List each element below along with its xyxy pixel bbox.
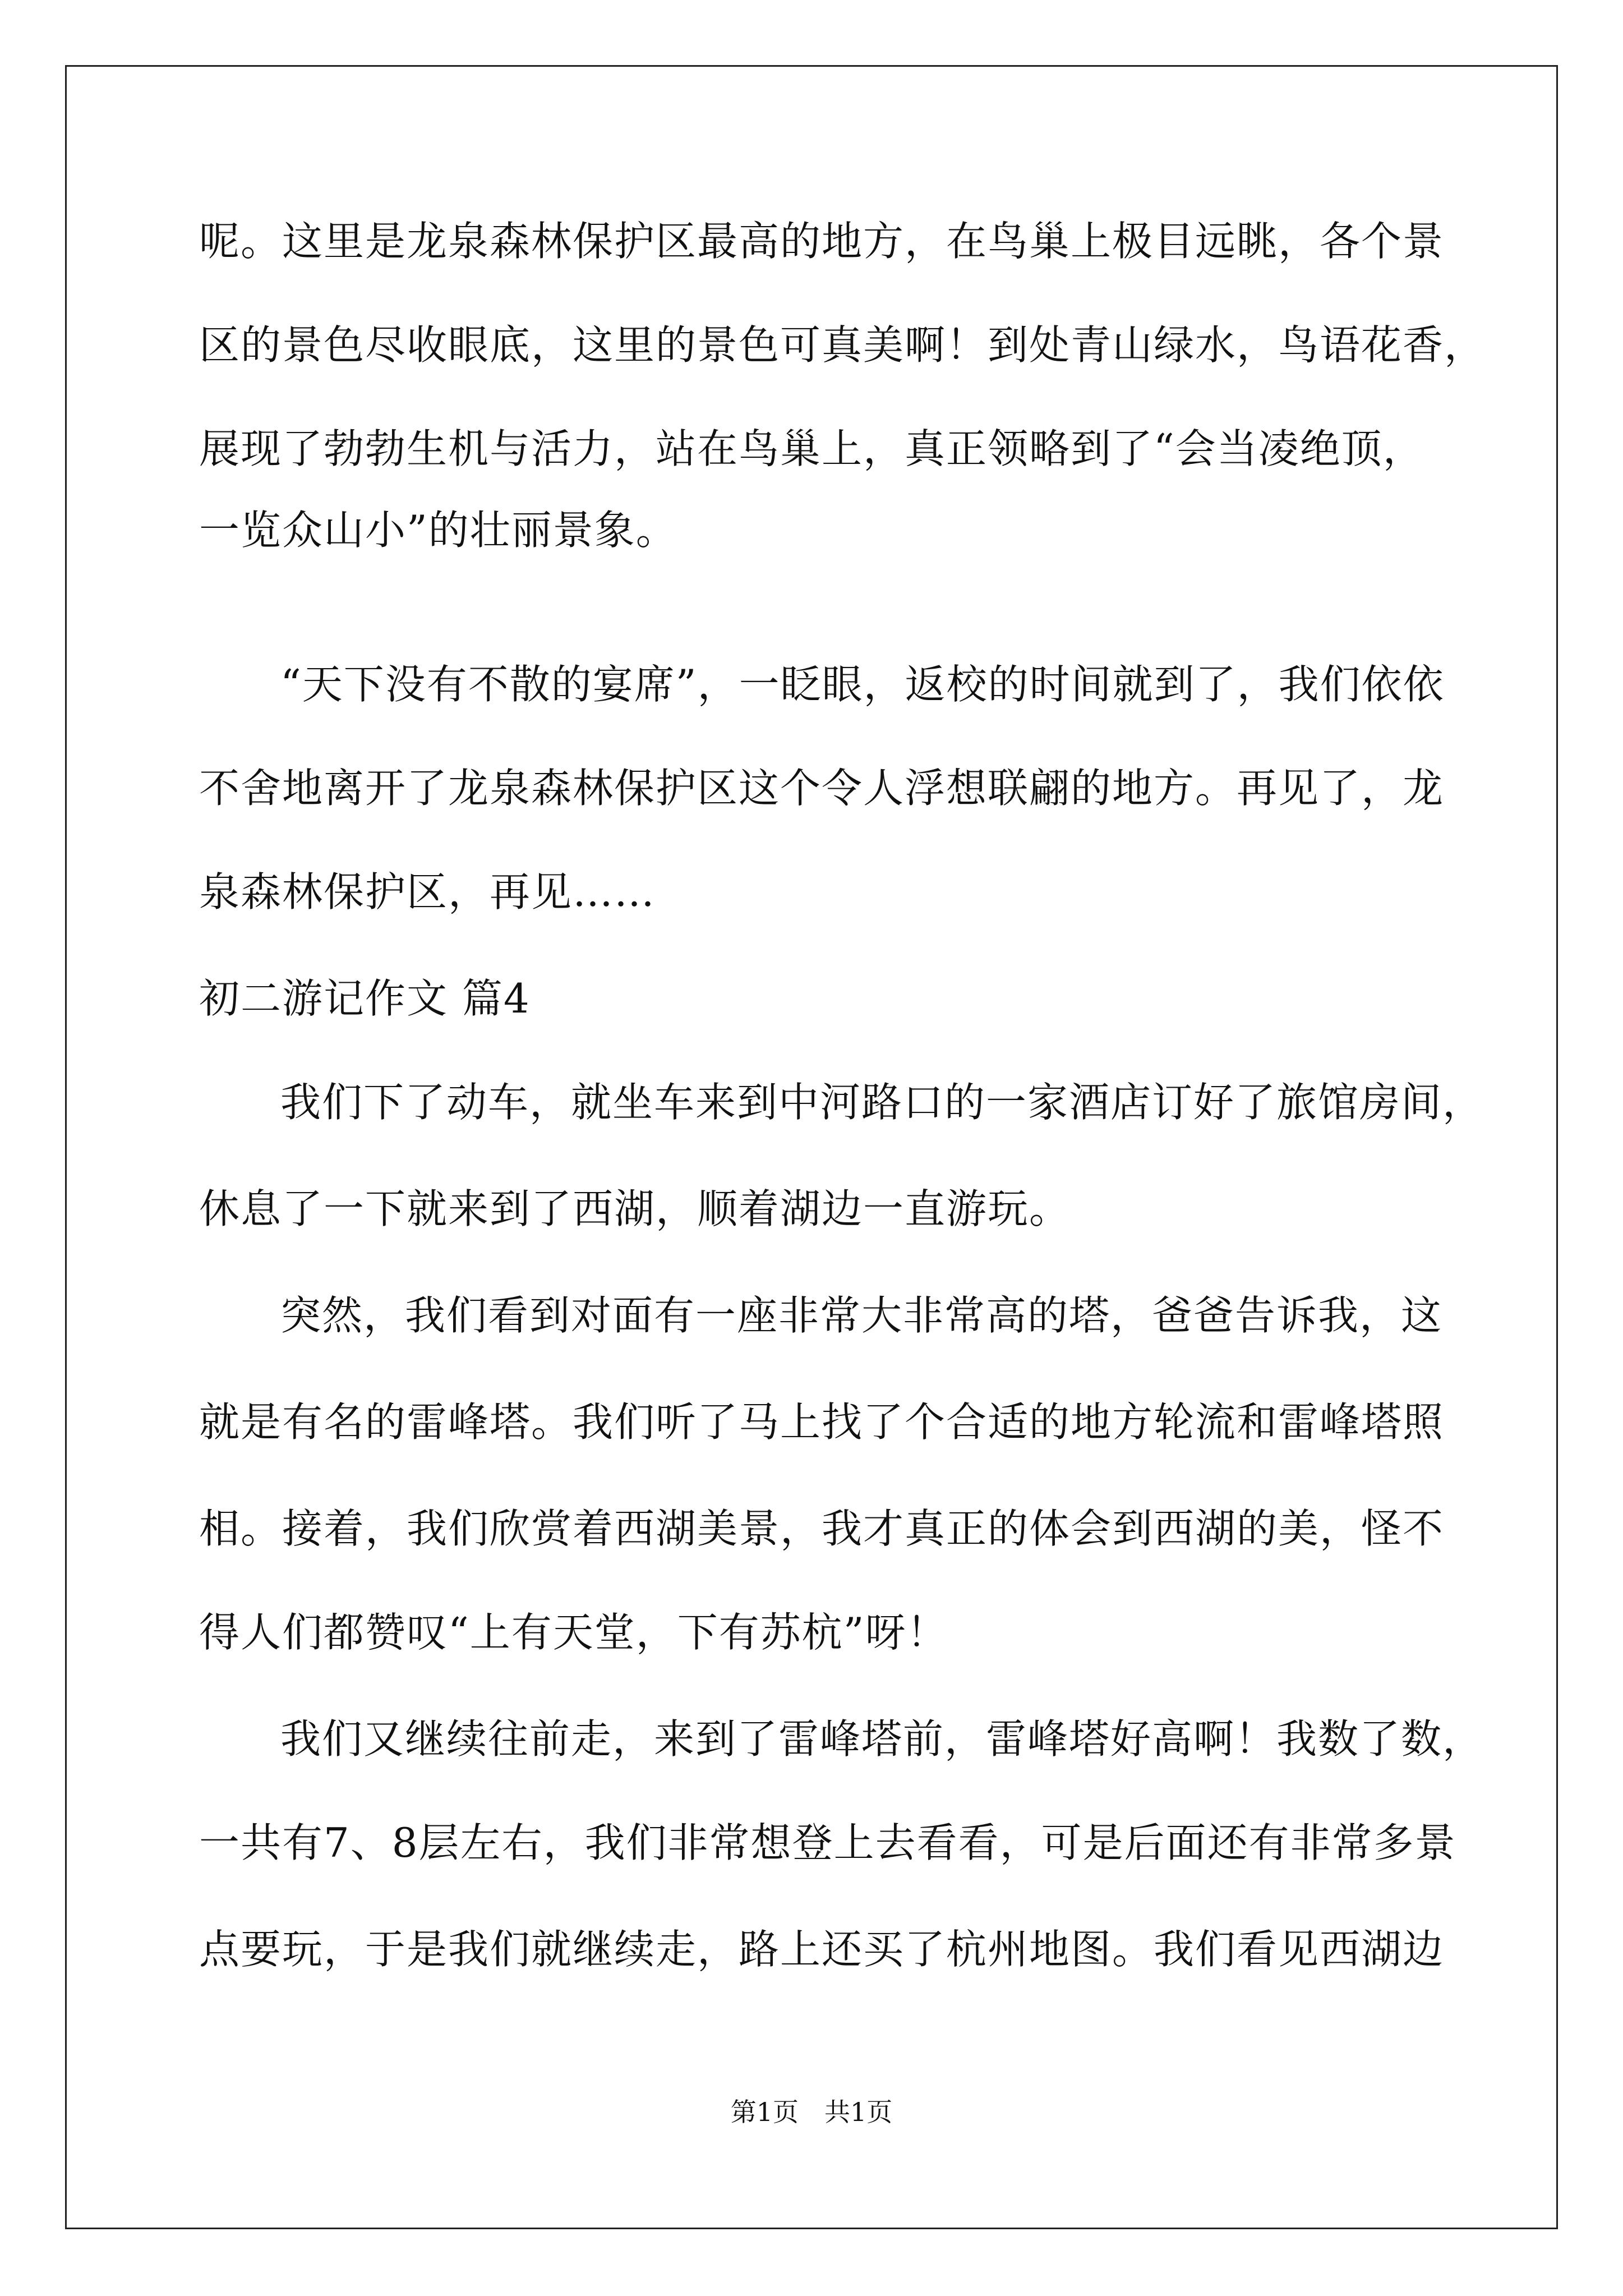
paragraph-start-line: 我们又继续往前走，来到了雷峰塔前，雷峰塔好高啊！我数了数， — [280, 1715, 1484, 1763]
body-line: 一共有7、8层左右，我们非常想登上去看看，可是后面还有非常多景 — [199, 1819, 1456, 1866]
body-line: 一览众山小”的壮丽景象。 — [199, 507, 677, 554]
body-line: 区的景色尽收眼底，这里的景色可真美啊！到处青山绿水，鸟语花香， — [199, 321, 1486, 369]
body-line: 不舍地离开了龙泉森林保护区这个令人浮想联翩的地方。再见了，龙 — [199, 765, 1445, 812]
page-footer: 第1页 共1页 — [730, 2097, 893, 2127]
body-line: 得人们都赞叹“上有天堂，下有苏杭”呀！ — [199, 1609, 948, 1656]
paragraph-start-line: 突然，我们看到对面有一座非常大非常高的塔，爸爸告诉我，这 — [280, 1292, 1443, 1339]
body-line: 就是有名的雷峰塔。我们听了马上找了个合适的地方轮流和雷峰塔照 — [199, 1398, 1445, 1446]
body-line: 休息了一下就来到了西湖，顺着湖边一直游玩。 — [199, 1185, 1071, 1232]
section-heading: 初二游记作文 篇4 — [199, 975, 531, 1022]
paragraph-start-line: 我们下了动车，就坐车来到中河路口的一家酒店订好了旅馆房间， — [280, 1079, 1484, 1126]
body-line: 点要玩，于是我们就继续走，路上还买了杭州地图。我们看见西湖边 — [199, 1926, 1445, 1973]
body-line: 泉森林保护区，再见…… — [199, 868, 656, 915]
body-line: 展现了勃勃生机与活力，站在鸟巢上，真正领略到了“会当凌绝顶， — [199, 425, 1424, 472]
page-border — [65, 65, 1558, 2229]
body-line: 呢。这里是龙泉森林保护区最高的地方，在鸟巢上极目远眺，各个景 — [199, 218, 1445, 265]
paragraph-start-line: “天下没有不散的宴席”，一眨眼，返校的时间就到了，我们依依 — [280, 661, 1445, 708]
body-line: 相。接着，我们欣赏着西湖美景，我才真正的体会到西湖的美，怪不 — [199, 1505, 1445, 1552]
